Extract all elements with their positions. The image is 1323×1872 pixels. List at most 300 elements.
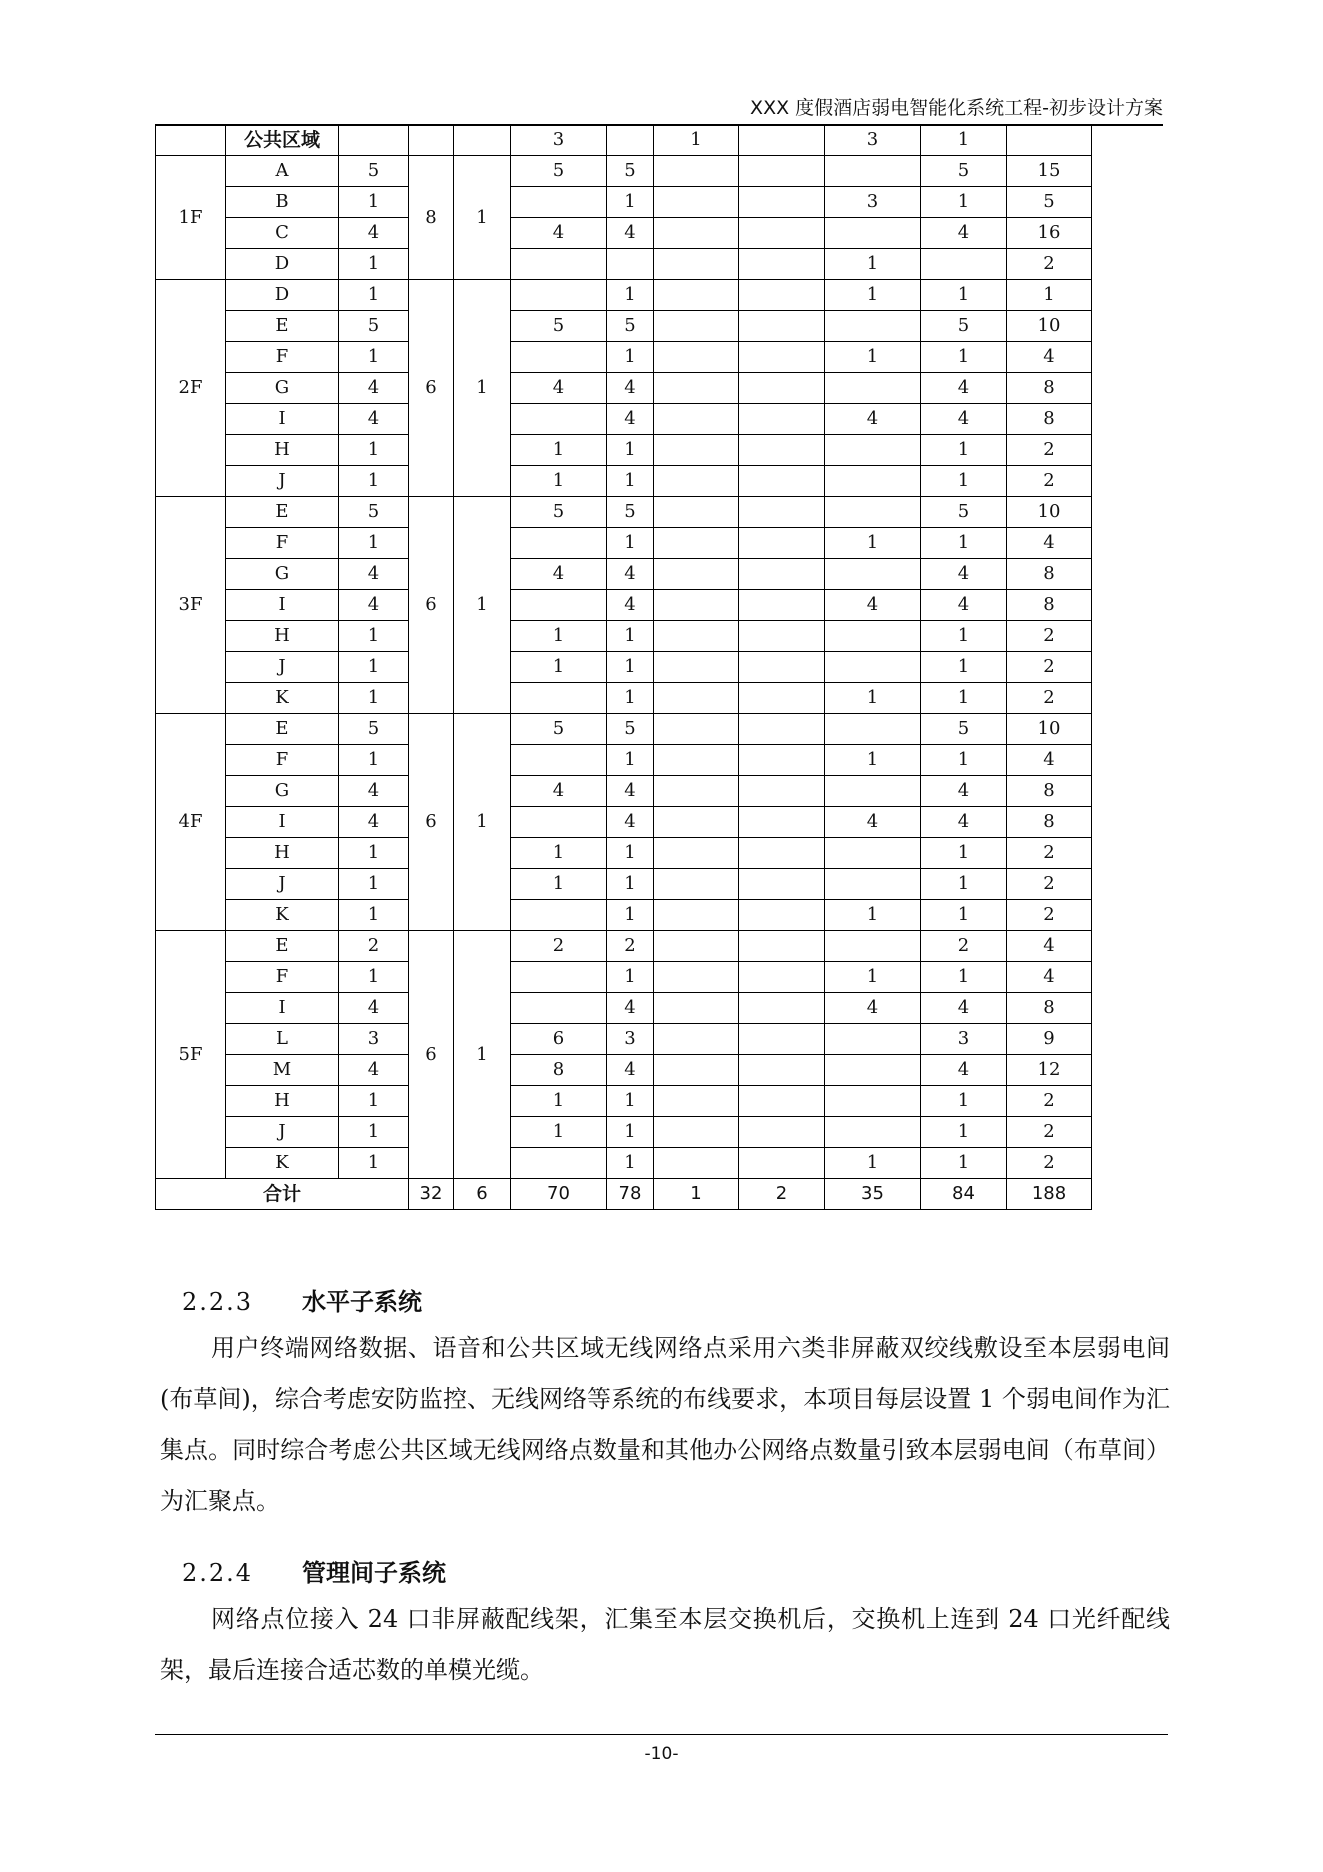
table-row [156, 683, 1092, 714]
table-cell: 8 [1007, 807, 1092, 838]
table-cell [654, 1055, 739, 1086]
table-cell [511, 900, 607, 931]
room-type: H [226, 621, 339, 652]
table-cell [654, 280, 739, 311]
room-type: F [226, 745, 339, 776]
table-cell: 5 [511, 311, 607, 342]
table-cell [654, 311, 739, 342]
table-cell: 5 [921, 311, 1007, 342]
table-cell: 6 [409, 931, 454, 1179]
table-cell: 5 [607, 714, 654, 745]
table-cell: 2 [1007, 621, 1092, 652]
table-cell [825, 1055, 921, 1086]
table-cell: 1 [921, 435, 1007, 466]
table-cell [739, 714, 825, 745]
table-cell: 1 [825, 280, 921, 311]
table-cell: 4 [339, 218, 409, 249]
table-cell: 1 [454, 931, 511, 1179]
section-paragraph: 用户终端网络数据、语音和公共区域无线网络点采用六类非屏蔽双绞线敷设至本层弱电间(布草间)，综合考虑安防监控、无线网络等系统的布线要求，本项目每层设置 1 个弱电间作为汇集点。同时综合考虑公共区域无线网络点数量和其他办公网络点数量引致本层弱电间（布草间）为汇聚点。 [160, 1334, 1170, 1515]
table-cell: 4 [921, 993, 1007, 1024]
table-cell: 1 [339, 838, 409, 869]
table-cell [739, 900, 825, 931]
table-cell: 5 [607, 156, 654, 187]
table-cell: 4 [921, 1055, 1007, 1086]
table-cell: 1 [825, 342, 921, 373]
table-cell: 6 [409, 280, 454, 497]
table-row [156, 218, 1092, 249]
table-row [156, 1024, 1092, 1055]
table-row [156, 652, 1092, 683]
table-cell [825, 156, 921, 187]
table-cell: 4 [825, 807, 921, 838]
table-cell: 4 [921, 559, 1007, 590]
table-cell: 16 [1007, 218, 1092, 249]
table-cell [654, 1086, 739, 1117]
table-cell: 1 [825, 249, 921, 280]
table-cell: 3 [825, 187, 921, 218]
room-type: E [226, 714, 339, 745]
table-cell [607, 125, 654, 156]
table-cell: 10 [1007, 497, 1092, 528]
table-cell [739, 404, 825, 435]
table-cell: 4 [607, 1055, 654, 1086]
table-cell: 8 [1007, 373, 1092, 404]
table-cell: 4 [607, 559, 654, 590]
total-value: 32 [409, 1179, 454, 1210]
table-cell: 5 [339, 311, 409, 342]
floor-cell-blank [156, 125, 226, 156]
table-cell [511, 528, 607, 559]
table-cell: 1 [607, 342, 654, 373]
table-cell [739, 342, 825, 373]
table-cell [825, 1086, 921, 1117]
table-cell: 1 [339, 652, 409, 683]
header-title: XXX 度假酒店弱电智能化系统工程-初步设计方案 [750, 97, 1163, 119]
points-table [155, 124, 1092, 1210]
table-cell: 1 [454, 280, 511, 497]
table-cell: 1 [921, 869, 1007, 900]
table-cell [654, 249, 739, 280]
table-cell: 1 [339, 869, 409, 900]
table-row [156, 1055, 1092, 1086]
table-row [156, 869, 1092, 900]
room-type: K [226, 1148, 339, 1179]
room-type: K [226, 683, 339, 714]
table-cell: 5 [607, 497, 654, 528]
table-cell: 4 [607, 218, 654, 249]
table-cell: 5 [607, 311, 654, 342]
table-cell: 4 [1007, 931, 1092, 962]
table-cell: 1 [921, 280, 1007, 311]
table-row [156, 745, 1092, 776]
table-cell: 2 [921, 931, 1007, 962]
table-cell: 4 [339, 1055, 409, 1086]
footer-rule [155, 1734, 1168, 1735]
section-heading-2-2-4 [182, 1553, 446, 1588]
table-cell [511, 962, 607, 993]
table-cell: 1 [921, 125, 1007, 156]
table-cell: 12 [1007, 1055, 1092, 1086]
table-row [156, 838, 1092, 869]
table-cell: 1 [511, 1117, 607, 1148]
table-cell [339, 125, 409, 156]
table-cell [739, 1117, 825, 1148]
table-cell: 1 [921, 652, 1007, 683]
table-cell: 2 [1007, 683, 1092, 714]
table-cell: 4 [1007, 745, 1092, 776]
table-cell: 10 [1007, 311, 1092, 342]
table-cell: 1 [921, 1086, 1007, 1117]
room-type: I [226, 404, 339, 435]
table-row [156, 249, 1092, 280]
table-cell: 1 [339, 683, 409, 714]
table-cell: 2 [511, 931, 607, 962]
table-cell [739, 652, 825, 683]
table-cell: 2 [1007, 1117, 1092, 1148]
table-cell [654, 1024, 739, 1055]
table-cell: 1 [607, 962, 654, 993]
table-cell: 4 [921, 776, 1007, 807]
table-cell [654, 993, 739, 1024]
table-cell: 1 [511, 869, 607, 900]
table-cell [739, 683, 825, 714]
table-cell: 9 [1007, 1024, 1092, 1055]
table-cell [739, 1086, 825, 1117]
section-title: 管理间子系统 [302, 1558, 446, 1587]
table-cell: 2 [339, 931, 409, 962]
table-cell [739, 156, 825, 187]
table-cell: 1 [607, 1086, 654, 1117]
table-cell: 1 [921, 838, 1007, 869]
table-cell: 1 [921, 342, 1007, 373]
table-cell [654, 962, 739, 993]
table-row [156, 373, 1092, 404]
table-cell [654, 559, 739, 590]
table-row [156, 497, 1092, 528]
table-cell: 1 [339, 1148, 409, 1179]
table-cell: 4 [339, 373, 409, 404]
table-cell [511, 993, 607, 1024]
table-cell [921, 249, 1007, 280]
room-type: J [226, 466, 339, 497]
table-cell [654, 466, 739, 497]
table-cell: 4 [921, 807, 1007, 838]
table-row [156, 311, 1092, 342]
table-cell: 4 [921, 404, 1007, 435]
table-cell [511, 187, 607, 218]
table-cell: 6 [409, 497, 454, 714]
table-cell [739, 838, 825, 869]
table-cell: 2 [1007, 466, 1092, 497]
table-cell: 1 [921, 528, 1007, 559]
table-cell [825, 652, 921, 683]
total-row [156, 1179, 1092, 1210]
table-cell: 1 [339, 466, 409, 497]
table-cell: 2 [1007, 900, 1092, 931]
table-cell: 1 [607, 1148, 654, 1179]
room-type: K [226, 900, 339, 931]
table-cell [739, 931, 825, 962]
table-cell: 1 [921, 621, 1007, 652]
table-cell: 5 [511, 156, 607, 187]
table-row [156, 621, 1092, 652]
table-cell: 1 [825, 1148, 921, 1179]
table-cell: 4 [339, 404, 409, 435]
table-cell [825, 373, 921, 404]
table-cell: 4 [511, 776, 607, 807]
table-cell [654, 218, 739, 249]
table-cell: 1 [339, 1086, 409, 1117]
table-row [156, 993, 1092, 1024]
table-cell: 1 [454, 497, 511, 714]
table-cell: 1 [607, 280, 654, 311]
table-cell: 1 [339, 621, 409, 652]
table-cell: 1 [339, 900, 409, 931]
table-cell: 1 [511, 435, 607, 466]
table-cell: 4 [339, 807, 409, 838]
floor-label: 5F [156, 931, 226, 1179]
table-cell: 6 [409, 714, 454, 931]
table-cell: 2 [1007, 869, 1092, 900]
table-cell [654, 342, 739, 373]
table-cell: 1 [1007, 280, 1092, 311]
table-cell: 1 [825, 745, 921, 776]
table-cell: 1 [607, 683, 654, 714]
table-cell [739, 1055, 825, 1086]
table-cell [825, 466, 921, 497]
table-cell: 15 [1007, 156, 1092, 187]
table-cell [511, 249, 607, 280]
table-cell [654, 156, 739, 187]
table-cell: 4 [607, 776, 654, 807]
table-row [156, 776, 1092, 807]
table-row [156, 435, 1092, 466]
table-cell: 8 [409, 156, 454, 280]
table-cell: 1 [339, 249, 409, 280]
table-cell: 1 [654, 125, 739, 156]
table-cell [825, 435, 921, 466]
table-cell: 4 [607, 404, 654, 435]
table-cell: 5 [511, 497, 607, 528]
table-cell: 1 [607, 435, 654, 466]
table-cell [654, 714, 739, 745]
table-row [156, 125, 1092, 156]
floor-label: 1F [156, 156, 226, 280]
table-cell [409, 125, 454, 156]
table-cell: 1 [607, 621, 654, 652]
table-cell [511, 745, 607, 776]
room-type: I [226, 993, 339, 1024]
table-cell: 4 [825, 993, 921, 1024]
table-cell [654, 497, 739, 528]
room-type: E [226, 311, 339, 342]
table-cell: 4 [339, 993, 409, 1024]
table-cell [654, 404, 739, 435]
table-cell [1007, 125, 1092, 156]
total-value: 35 [825, 1179, 921, 1210]
table-cell [654, 1148, 739, 1179]
table-cell: 4 [511, 218, 607, 249]
table-cell [739, 435, 825, 466]
table-cell: 4 [921, 373, 1007, 404]
table-cell: 1 [339, 962, 409, 993]
table-cell [654, 590, 739, 621]
table-cell [825, 931, 921, 962]
table-cell: 8 [1007, 559, 1092, 590]
room-type: G [226, 776, 339, 807]
table-cell: 4 [511, 373, 607, 404]
total-label: 合计 [156, 1179, 409, 1210]
table-cell [825, 559, 921, 590]
table-cell: 1 [339, 342, 409, 373]
table-cell [654, 1117, 739, 1148]
table-cell [739, 125, 825, 156]
table-cell: 1 [825, 528, 921, 559]
room-type: J [226, 1117, 339, 1148]
table-cell: 1 [339, 528, 409, 559]
table-cell: 4 [607, 590, 654, 621]
table-cell [654, 931, 739, 962]
table-cell: 4 [511, 559, 607, 590]
room-type: I [226, 590, 339, 621]
floor-label: 2F [156, 280, 226, 497]
room-type: D [226, 280, 339, 311]
room-type: A [226, 156, 339, 187]
table-cell: 4 [1007, 528, 1092, 559]
table-row [156, 187, 1092, 218]
table-cell: 3 [825, 125, 921, 156]
table-cell [739, 280, 825, 311]
table-cell: 5 [921, 156, 1007, 187]
table-cell: 1 [607, 1117, 654, 1148]
table-cell [654, 683, 739, 714]
room-type: D [226, 249, 339, 280]
table-row [156, 1148, 1092, 1179]
table-cell: 1 [511, 652, 607, 683]
table-cell [511, 342, 607, 373]
table-cell: 4 [607, 373, 654, 404]
table-cell [739, 745, 825, 776]
table-cell: 1 [921, 900, 1007, 931]
table-cell: 3 [339, 1024, 409, 1055]
table-cell: 5 [339, 156, 409, 187]
table-cell: 1 [511, 621, 607, 652]
table-cell [654, 652, 739, 683]
table-cell [825, 838, 921, 869]
table-row [156, 590, 1092, 621]
room-type: H [226, 1086, 339, 1117]
table-cell: 10 [1007, 714, 1092, 745]
table-cell [511, 590, 607, 621]
table-cell [654, 745, 739, 776]
table-cell [739, 528, 825, 559]
table-cell: 4 [339, 559, 409, 590]
table-cell: 2 [1007, 435, 1092, 466]
room-type: H [226, 838, 339, 869]
table-cell: 1 [454, 156, 511, 280]
table-cell: 6 [511, 1024, 607, 1055]
table-cell: 4 [339, 590, 409, 621]
table-cell: 1 [339, 187, 409, 218]
table-cell [654, 776, 739, 807]
table-cell [825, 311, 921, 342]
room-type: M [226, 1055, 339, 1086]
room-type: H [226, 435, 339, 466]
table-cell: 1 [921, 187, 1007, 218]
table-row [156, 1117, 1092, 1148]
table-cell [825, 869, 921, 900]
table-cell: 2 [1007, 249, 1092, 280]
table-cell [739, 807, 825, 838]
table-cell: 1 [921, 962, 1007, 993]
table-row [156, 342, 1092, 373]
room-type: C [226, 218, 339, 249]
table-cell [739, 962, 825, 993]
table-row [156, 156, 1092, 187]
public-area-label: 公共区域 [226, 125, 339, 156]
table-cell [825, 1117, 921, 1148]
room-type: G [226, 373, 339, 404]
table-cell [511, 683, 607, 714]
room-type: E [226, 497, 339, 528]
table-cell: 1 [511, 1086, 607, 1117]
table-cell [825, 497, 921, 528]
table-cell: 1 [607, 466, 654, 497]
section-title: 水平子系统 [302, 1287, 422, 1316]
table-cell: 5 [339, 497, 409, 528]
total-value: 6 [454, 1179, 511, 1210]
table-cell: 3 [921, 1024, 1007, 1055]
table-row [156, 404, 1092, 435]
table-cell: 1 [339, 280, 409, 311]
table-cell: 2 [607, 931, 654, 962]
table-cell: 1 [921, 1117, 1007, 1148]
section-heading-2-2-3 [182, 1282, 422, 1317]
table-cell: 8 [1007, 776, 1092, 807]
table-row [156, 714, 1092, 745]
page-number: -10- [644, 1744, 679, 1764]
table-cell: 4 [607, 993, 654, 1024]
table-cell: 4 [825, 590, 921, 621]
table-cell [511, 1148, 607, 1179]
table-cell [739, 497, 825, 528]
table-row [156, 466, 1092, 497]
table-cell [654, 528, 739, 559]
table-cell: 4 [1007, 342, 1092, 373]
table-cell: 4 [921, 218, 1007, 249]
table-cell: 1 [454, 714, 511, 931]
table-cell [607, 249, 654, 280]
total-value: 188 [1007, 1179, 1092, 1210]
floor-label: 3F [156, 497, 226, 714]
table-cell: 2 [1007, 1148, 1092, 1179]
table-cell [654, 807, 739, 838]
table-row [156, 559, 1092, 590]
table-cell: 2 [1007, 652, 1092, 683]
table-cell [739, 249, 825, 280]
room-type: I [226, 807, 339, 838]
table-cell [654, 435, 739, 466]
table-cell: 1 [339, 1117, 409, 1148]
table-cell [511, 280, 607, 311]
table-cell [825, 218, 921, 249]
table-cell [654, 869, 739, 900]
room-type: B [226, 187, 339, 218]
room-type: E [226, 931, 339, 962]
section-number: 2.2.3 [182, 1288, 254, 1316]
table-cell: 5 [1007, 187, 1092, 218]
table-cell [825, 776, 921, 807]
